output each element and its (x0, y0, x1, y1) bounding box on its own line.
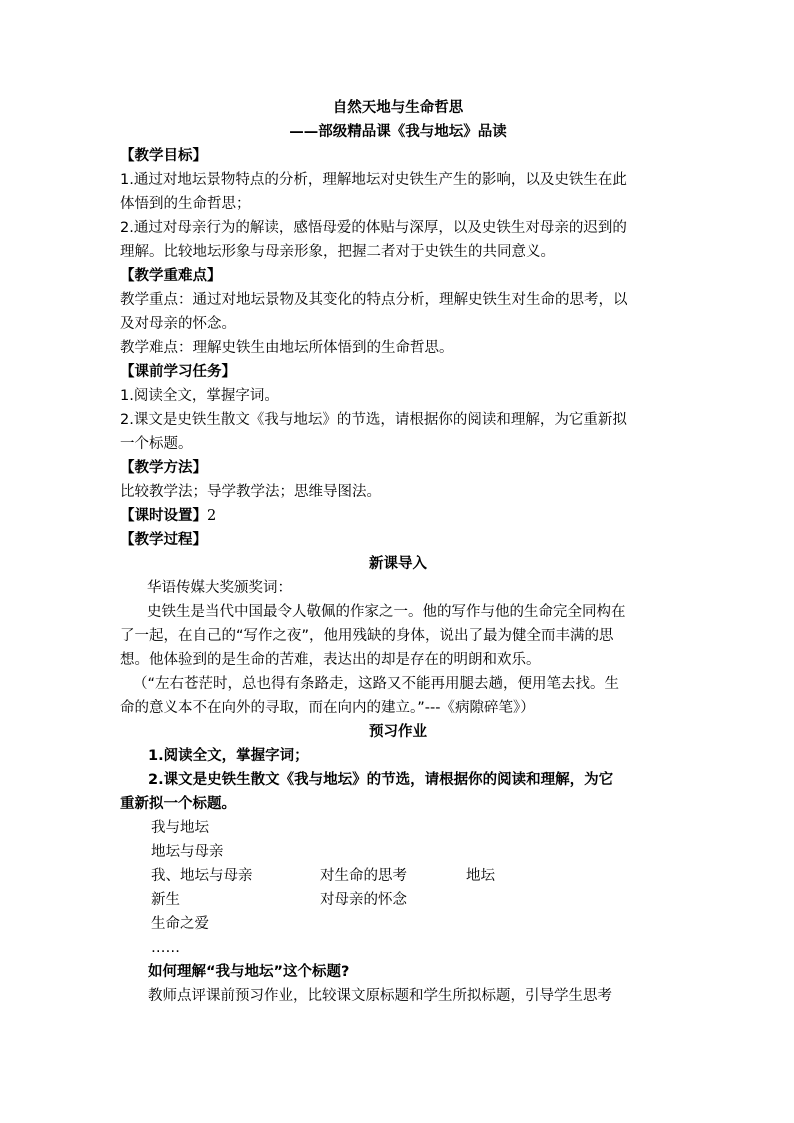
document-body (120, 96, 676, 1008)
title-options-row (120, 816, 676, 840)
intro-line: 命的意义本不在向外的寻取，而在向内的建立。”---《病隙碎笔》） (120, 700, 535, 716)
key-points-line: 及对母亲的怀念。 (120, 316, 236, 332)
intro-line: 想。他体验到的是生命的苦难，表达出的却是存在的明朗和欢乐。 (120, 652, 541, 668)
objectives-heading: 【教学目标】 (120, 148, 207, 164)
objectives-line: 体悟到的生命哲思； (120, 196, 251, 212)
objectives-line: 1.通过对地坛景物特点的分析，理解地坛对史铁生产生的影响，以及史铁生在此 (120, 172, 627, 188)
title-option: 我与地坛 (151, 820, 209, 836)
preview-task-line: 1.阅读全文，掌握字词。 (120, 388, 279, 404)
title-options-row (120, 840, 676, 864)
intro-line: 史铁生是当代中国最令人敬佩的作家之一。他的写作与他的生命完全同构在 (147, 604, 626, 620)
question-line: 如何理解“我与地坛”这个标题? (148, 964, 350, 980)
homework-title: 预习作业 (369, 724, 427, 740)
key-points-line: 教学难点：理解史铁生由地坛所体悟到的生命哲思。 (120, 340, 454, 356)
key-points-heading: 【教学重难点】 (120, 268, 222, 284)
title-options-row (120, 936, 676, 960)
title-options-row (120, 912, 676, 936)
document-title: 自然天地与生命哲思 (332, 100, 464, 116)
hours-row (120, 504, 676, 528)
document-subtitle: ——部级精品课《我与地坛》品读 (289, 124, 507, 140)
title-option: 对母亲的怀念 (320, 892, 407, 908)
homework-line: 2.课文是史铁生散文《我与地坛》的节选，请根据你的阅读和理解，为它 (148, 772, 614, 788)
homework-line: 1.阅读全文，掌握字词； (148, 748, 309, 764)
intro-line: 华语传媒大奖颁奖词： (147, 580, 292, 596)
title-option-ellipsis: …… (151, 940, 180, 956)
key-points-line: 教学重点：通过对地坛景物及其变化的特点分析，理解史铁生对生命的思考，以 (120, 292, 628, 308)
title-options-row (120, 888, 676, 912)
methods-heading: 【教学方法】 (120, 460, 207, 476)
intro-title: 新课导入 (369, 556, 427, 572)
hours-value: 2 (207, 508, 217, 524)
intro-line: 了一起，在自己的“写作之夜”，他用残缺的身体，说出了最为健全而丰满的思 (120, 628, 614, 644)
preview-task-line: 2.课文是史铁生散文《我与地坛》的节选，请根据你的阅读和理解，为它重新拟 (120, 412, 627, 428)
title-option: 生命之爱 (151, 916, 209, 932)
preview-tasks-heading: 【课前学习任务】 (120, 364, 236, 380)
objectives-line: 理解。比较地坛形象与母亲形象，把握二者对于史铁生的共同意义。 (120, 244, 555, 260)
title-option: 地坛 (466, 868, 495, 884)
title-option: 我、地坛与母亲 (151, 868, 253, 884)
methods-text: 比较教学法；导学教学法；思维导图法。 (120, 484, 381, 500)
last-line: 教师点评课前预习作业，比较课文原标题和学生所拟标题，引导学生思考 (148, 988, 612, 1004)
title-option: 地坛与母亲 (151, 844, 224, 860)
preview-task-line: 一个标题。 (120, 436, 193, 452)
process-heading: 【教学过程】 (120, 532, 207, 548)
hours-heading: 【课时设置】 (120, 508, 207, 524)
objectives-line: 2.通过对母亲行为的解读，感悟母爱的体贴与深厚，以及史铁生对母亲的迟到的 (120, 220, 627, 236)
intro-line: （“左右苍茫时，总也得有条路走，这路又不能再用腿去趟，便用笔去找。生 (133, 676, 620, 692)
title-options-row (120, 864, 676, 888)
homework-line: 重新拟一个标题。 (120, 796, 236, 812)
title-option: 对生命的思考 (320, 868, 407, 884)
title-option: 新生 (151, 892, 180, 908)
